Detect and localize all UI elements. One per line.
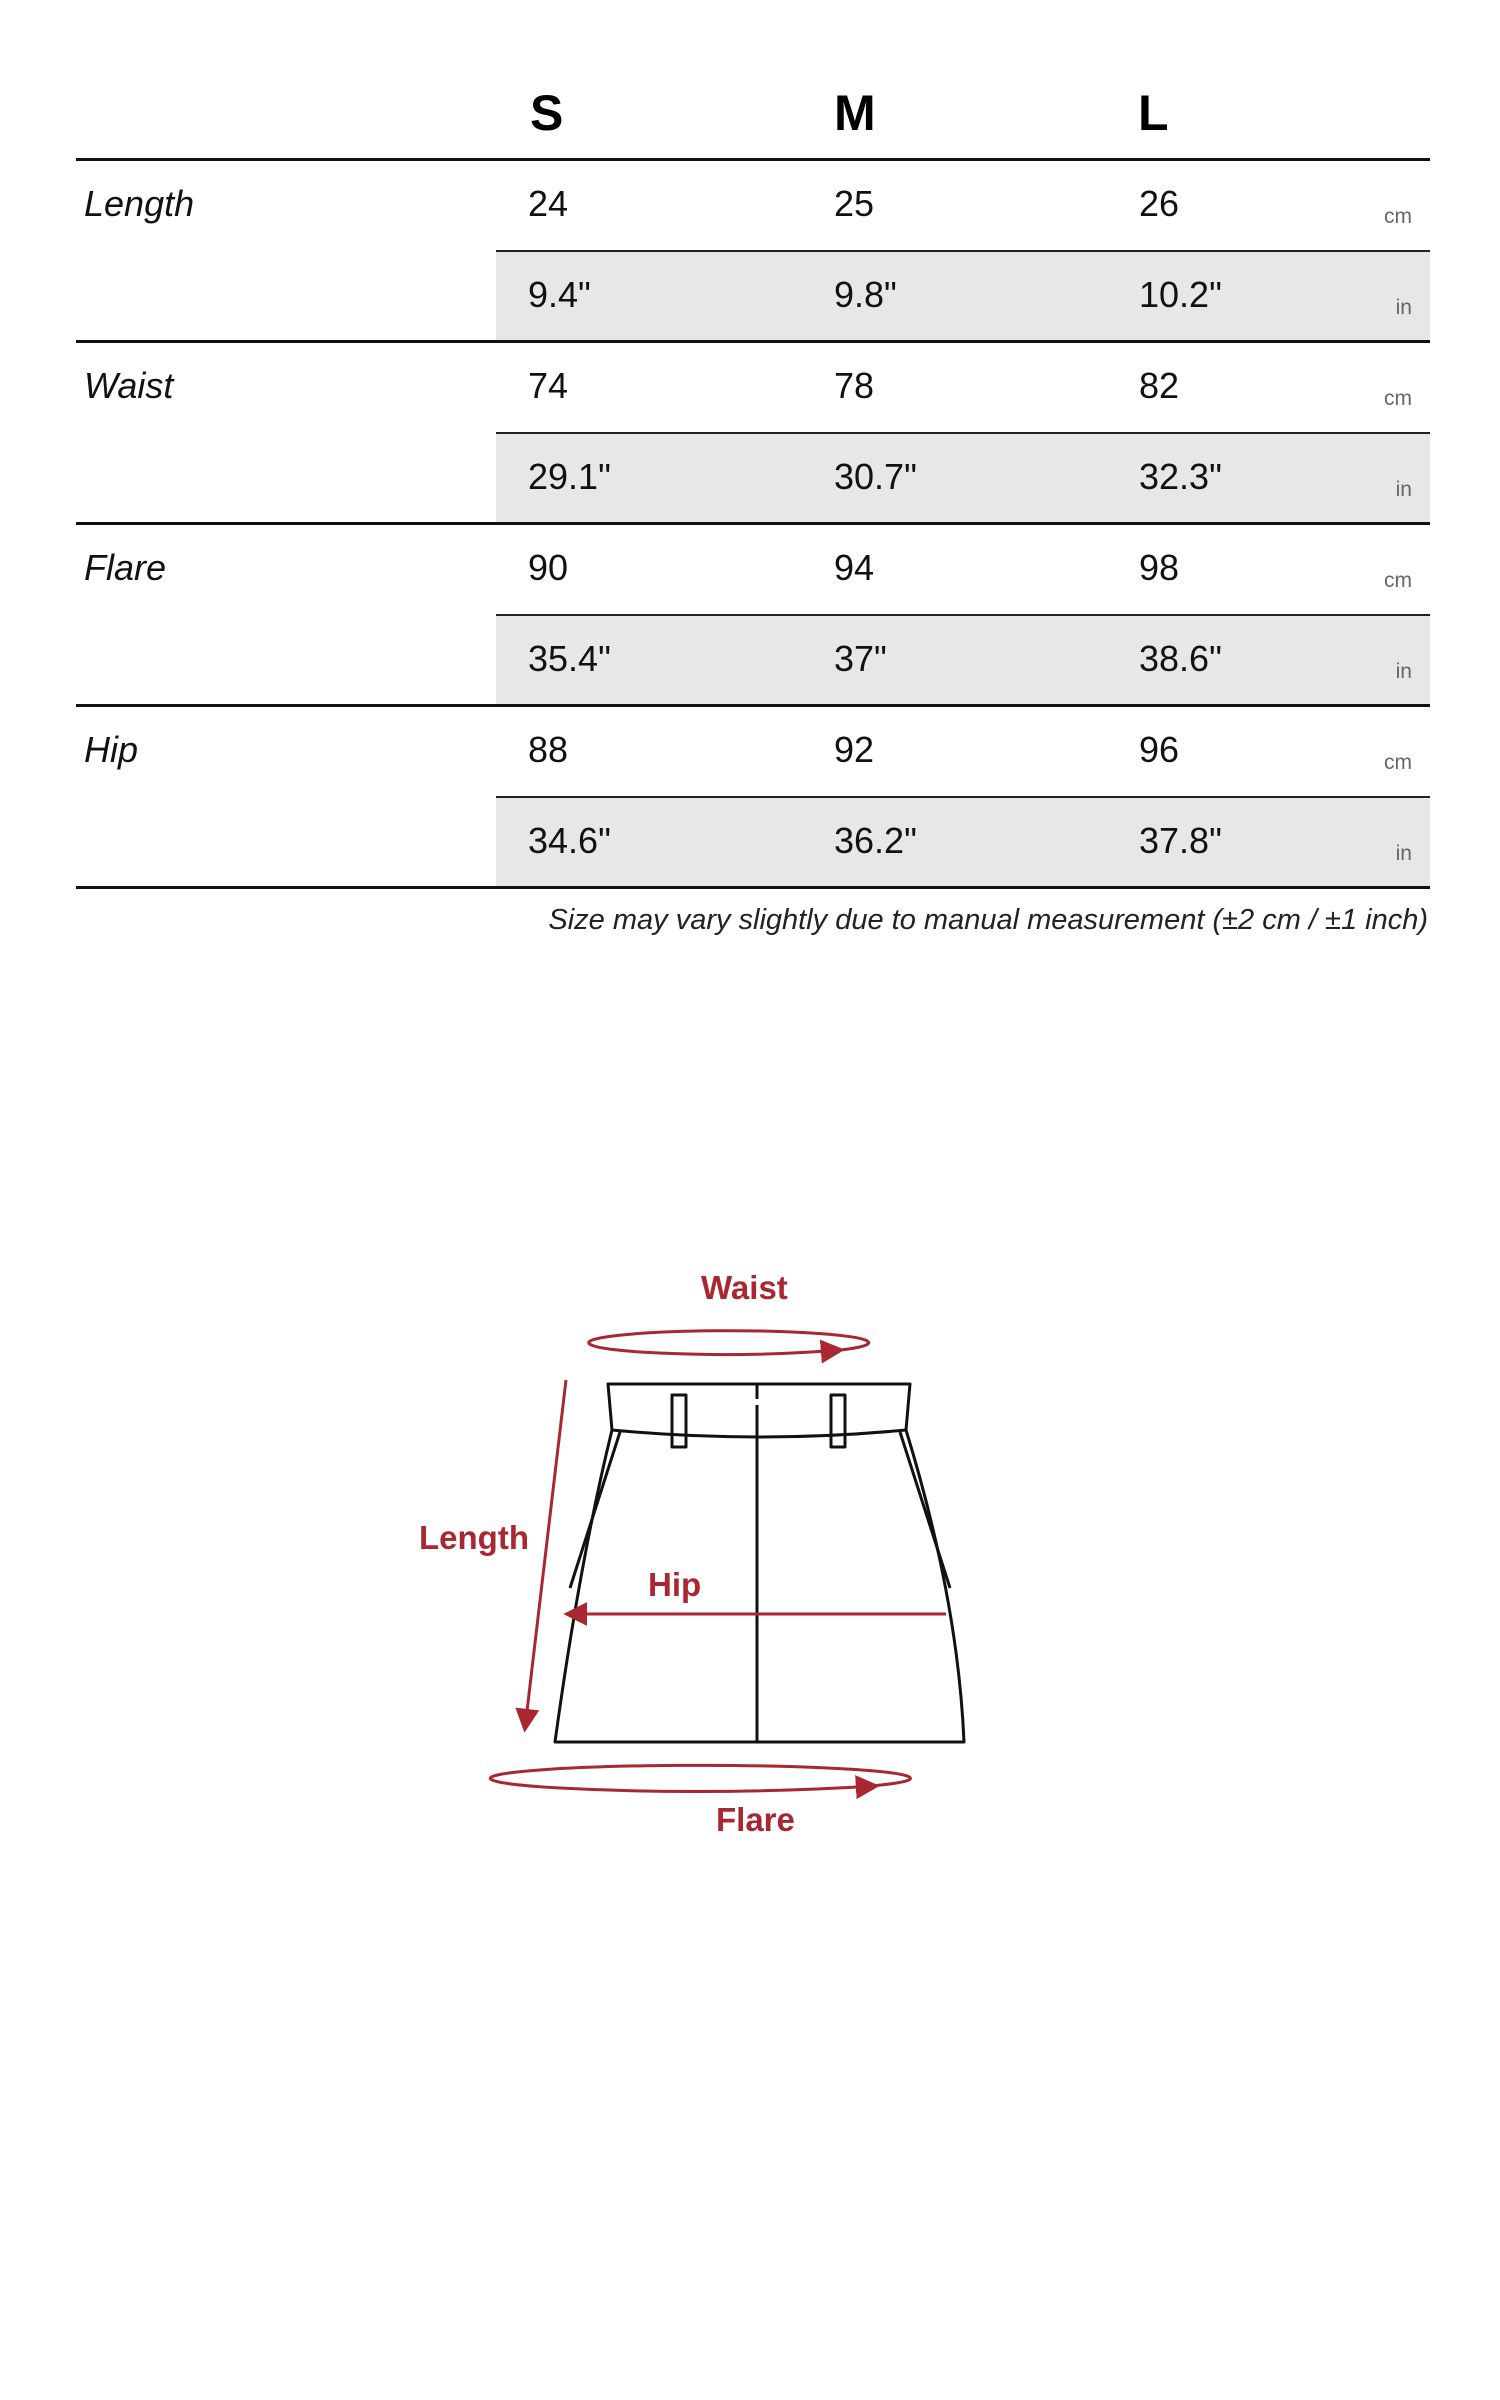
pocket-left xyxy=(570,1432,620,1588)
cell-flare-m-cm: 94 xyxy=(834,547,875,588)
table-rule xyxy=(76,522,1430,525)
skirt-measurement-diagram xyxy=(0,1200,1500,1900)
waist-arrow xyxy=(640,1350,840,1355)
cell-hip-s-in: 34.6" xyxy=(528,820,611,861)
row-label-flare: Flare xyxy=(84,547,167,588)
unit-in: in xyxy=(1395,660,1412,683)
table-subrule xyxy=(496,432,1430,434)
cell-flare-s-cm: 90 xyxy=(528,547,569,588)
unit-cm: cm xyxy=(1384,205,1412,228)
cell-hip-m-in: 36.2" xyxy=(834,820,917,861)
skirt-waistband xyxy=(608,1384,910,1437)
table-subrule xyxy=(496,250,1430,252)
inch-row-band xyxy=(496,252,1430,340)
skirt-outline xyxy=(555,1384,964,1742)
row-label-hip: Hip xyxy=(84,729,139,770)
size-header-m: M xyxy=(834,85,876,141)
belt-loop-left xyxy=(672,1395,686,1447)
cell-hip-l-in: 37.8" xyxy=(1139,820,1222,861)
cell-length-s-in: 9.4" xyxy=(528,274,591,315)
cell-waist-m-cm: 78 xyxy=(834,365,875,406)
size-header-l: L xyxy=(1138,85,1169,141)
unit-in: in xyxy=(1395,842,1412,865)
diagram-label-length: Length xyxy=(419,1519,529,1556)
cell-flare-m-in: 37" xyxy=(834,638,887,679)
skirt-body xyxy=(555,1430,964,1742)
table-subrule xyxy=(496,614,1430,616)
diagram-label-waist: Waist xyxy=(701,1269,788,1306)
cell-hip-l-cm: 96 xyxy=(1139,729,1180,770)
inch-row-band xyxy=(496,798,1430,886)
cell-length-m-in: 9.8" xyxy=(834,274,897,315)
table-rule xyxy=(76,704,1430,707)
table-rule xyxy=(76,340,1430,343)
flare-ellipse xyxy=(490,1765,910,1788)
pocket-right xyxy=(900,1432,950,1588)
size-header-s: S xyxy=(530,85,564,141)
diagram-label-hip: Hip xyxy=(648,1566,702,1603)
cell-flare-l-cm: 98 xyxy=(1139,547,1180,588)
waist-ellipse xyxy=(589,1331,869,1352)
unit-cm: cm xyxy=(1384,751,1412,774)
table-rule xyxy=(76,886,1430,889)
diagram-label-flare: Flare xyxy=(716,1801,795,1838)
cell-length-l-cm: 26 xyxy=(1139,183,1180,224)
inch-row-band xyxy=(496,434,1430,522)
belt-loop-right xyxy=(831,1395,845,1447)
unit-cm: cm xyxy=(1384,569,1412,592)
cell-waist-s-in: 29.1" xyxy=(528,456,611,497)
table-rule xyxy=(76,158,1430,161)
unit-cm: cm xyxy=(1384,387,1412,410)
cell-flare-l-in: 38.6" xyxy=(1139,638,1222,679)
table-subrule xyxy=(496,796,1430,798)
measurement-note: Size may vary slightly due to manual measurement (±2 cm / ±1 inch) xyxy=(548,904,1428,936)
size-header-row xyxy=(0,0,1500,160)
cell-length-s-cm: 24 xyxy=(528,183,569,224)
cell-length-m-cm: 25 xyxy=(834,183,875,224)
unit-in: in xyxy=(1395,296,1412,319)
cell-flare-s-in: 35.4" xyxy=(528,638,611,679)
cell-waist-m-in: 30.7" xyxy=(834,456,917,497)
row-label-waist: Waist xyxy=(84,365,174,406)
cell-hip-s-cm: 88 xyxy=(528,729,569,770)
row-label-length: Length xyxy=(84,183,195,224)
cell-waist-l-cm: 82 xyxy=(1139,365,1180,406)
unit-in: in xyxy=(1395,478,1412,501)
length-arrow xyxy=(525,1380,566,1728)
cell-waist-l-in: 32.3" xyxy=(1139,456,1222,497)
inch-row-band xyxy=(496,616,1430,704)
cell-length-l-in: 10.2" xyxy=(1139,274,1222,315)
cell-waist-s-cm: 74 xyxy=(528,365,569,406)
cell-hip-m-cm: 92 xyxy=(834,729,875,770)
flare-arrow xyxy=(560,1786,875,1792)
